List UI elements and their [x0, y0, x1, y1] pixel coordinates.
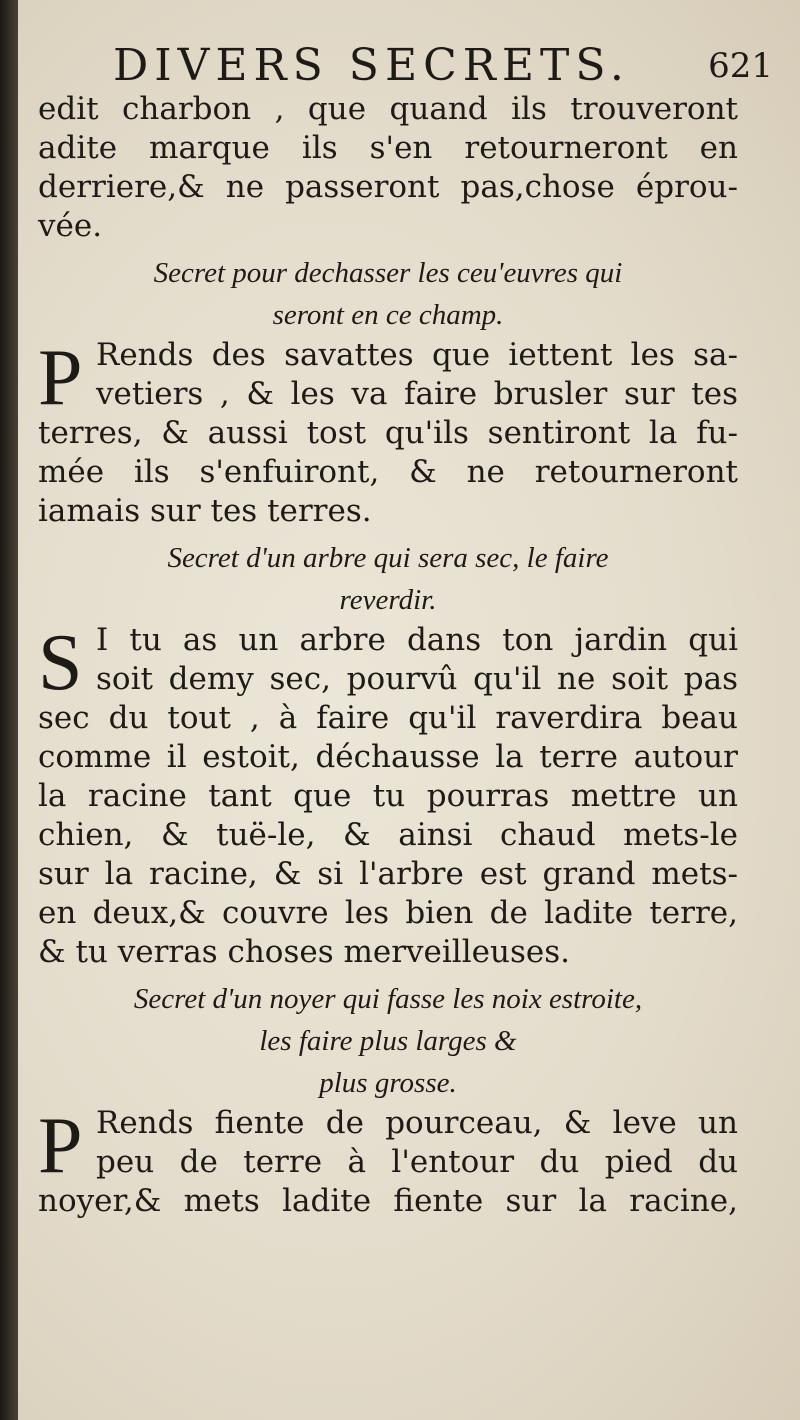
section-paragraph [38, 1104, 738, 1221]
running-header [113, 40, 773, 92]
text-line: chien, & tuë-le, & ainsi chaud mets-le [38, 817, 738, 853]
running-title: DIVERS SECRETS. [113, 40, 630, 91]
section-title: Secret d'un arbre qui sera sec, le faire [167, 542, 609, 574]
text-line: I tu as un arbre dans ton jardin qui [96, 622, 738, 658]
text-line: soit demy sec, pourvû qu'il ne soit pas [96, 661, 738, 697]
text-line: Rends des savattes que iettent les sa- [96, 337, 738, 373]
text-line: vetiers , & les va faire brusler sur tes [96, 376, 738, 412]
text-line: comme il estoit, déchausse la terre autour [38, 739, 738, 775]
section-paragraph [38, 336, 738, 531]
text-line: iamais sur tes terres. [38, 493, 372, 529]
text-line: derriere,& ne passeront pas,chose éprou- [38, 169, 738, 205]
section-title: seront en ce champ. [272, 299, 504, 331]
text-line: en deux,& couvre les bien de ladite terre, [38, 895, 738, 931]
text-line: adite marque ils s'en retourneront en [38, 130, 738, 166]
text-line: terres, & aussi tost qu'ils sentiront la fu- [38, 415, 738, 451]
book-page [18, 0, 800, 1420]
drop-cap: S [38, 619, 83, 707]
section-paragraph [38, 621, 738, 972]
text-line: sur la racine, & si l'arbre est grand mets- [38, 856, 738, 892]
page-number: 621 [708, 46, 773, 86]
text-line: la racine tant que tu pourras mettre un [38, 778, 738, 814]
page-text [38, 90, 738, 1221]
section-title: reverdir. [339, 584, 437, 616]
text-line: vée. [38, 208, 103, 244]
section-title: Secret pour dechasser les ceu'euvres qui [153, 257, 623, 289]
text-line: edit charbon , que quand ils trouveront [38, 91, 738, 127]
section-title: plus grosse. [319, 1067, 457, 1099]
section-title: les faire plus larges & [259, 1025, 517, 1057]
text-line: & tu verras choses merveilleuses. [38, 934, 570, 970]
drop-cap: P [38, 334, 83, 422]
book-gutter [0, 0, 18, 1420]
drop-cap: P [38, 1102, 83, 1190]
text-line: sec du tout , à faire qu'il raverdira beau [38, 700, 738, 736]
section-title: Secret d'un noyer qui fasse les noix estroite, [133, 983, 643, 1015]
text-line: peu de terre à l'entour du pied du [96, 1144, 738, 1180]
continued-paragraph [38, 90, 738, 246]
text-line: noyer,& mets ladite fiente sur la racine, [38, 1183, 738, 1219]
text-line: mée ils s'enfuiront, & ne retourneront [38, 454, 738, 490]
text-line: Rends fiente de pourceau, & leve un [96, 1105, 738, 1141]
